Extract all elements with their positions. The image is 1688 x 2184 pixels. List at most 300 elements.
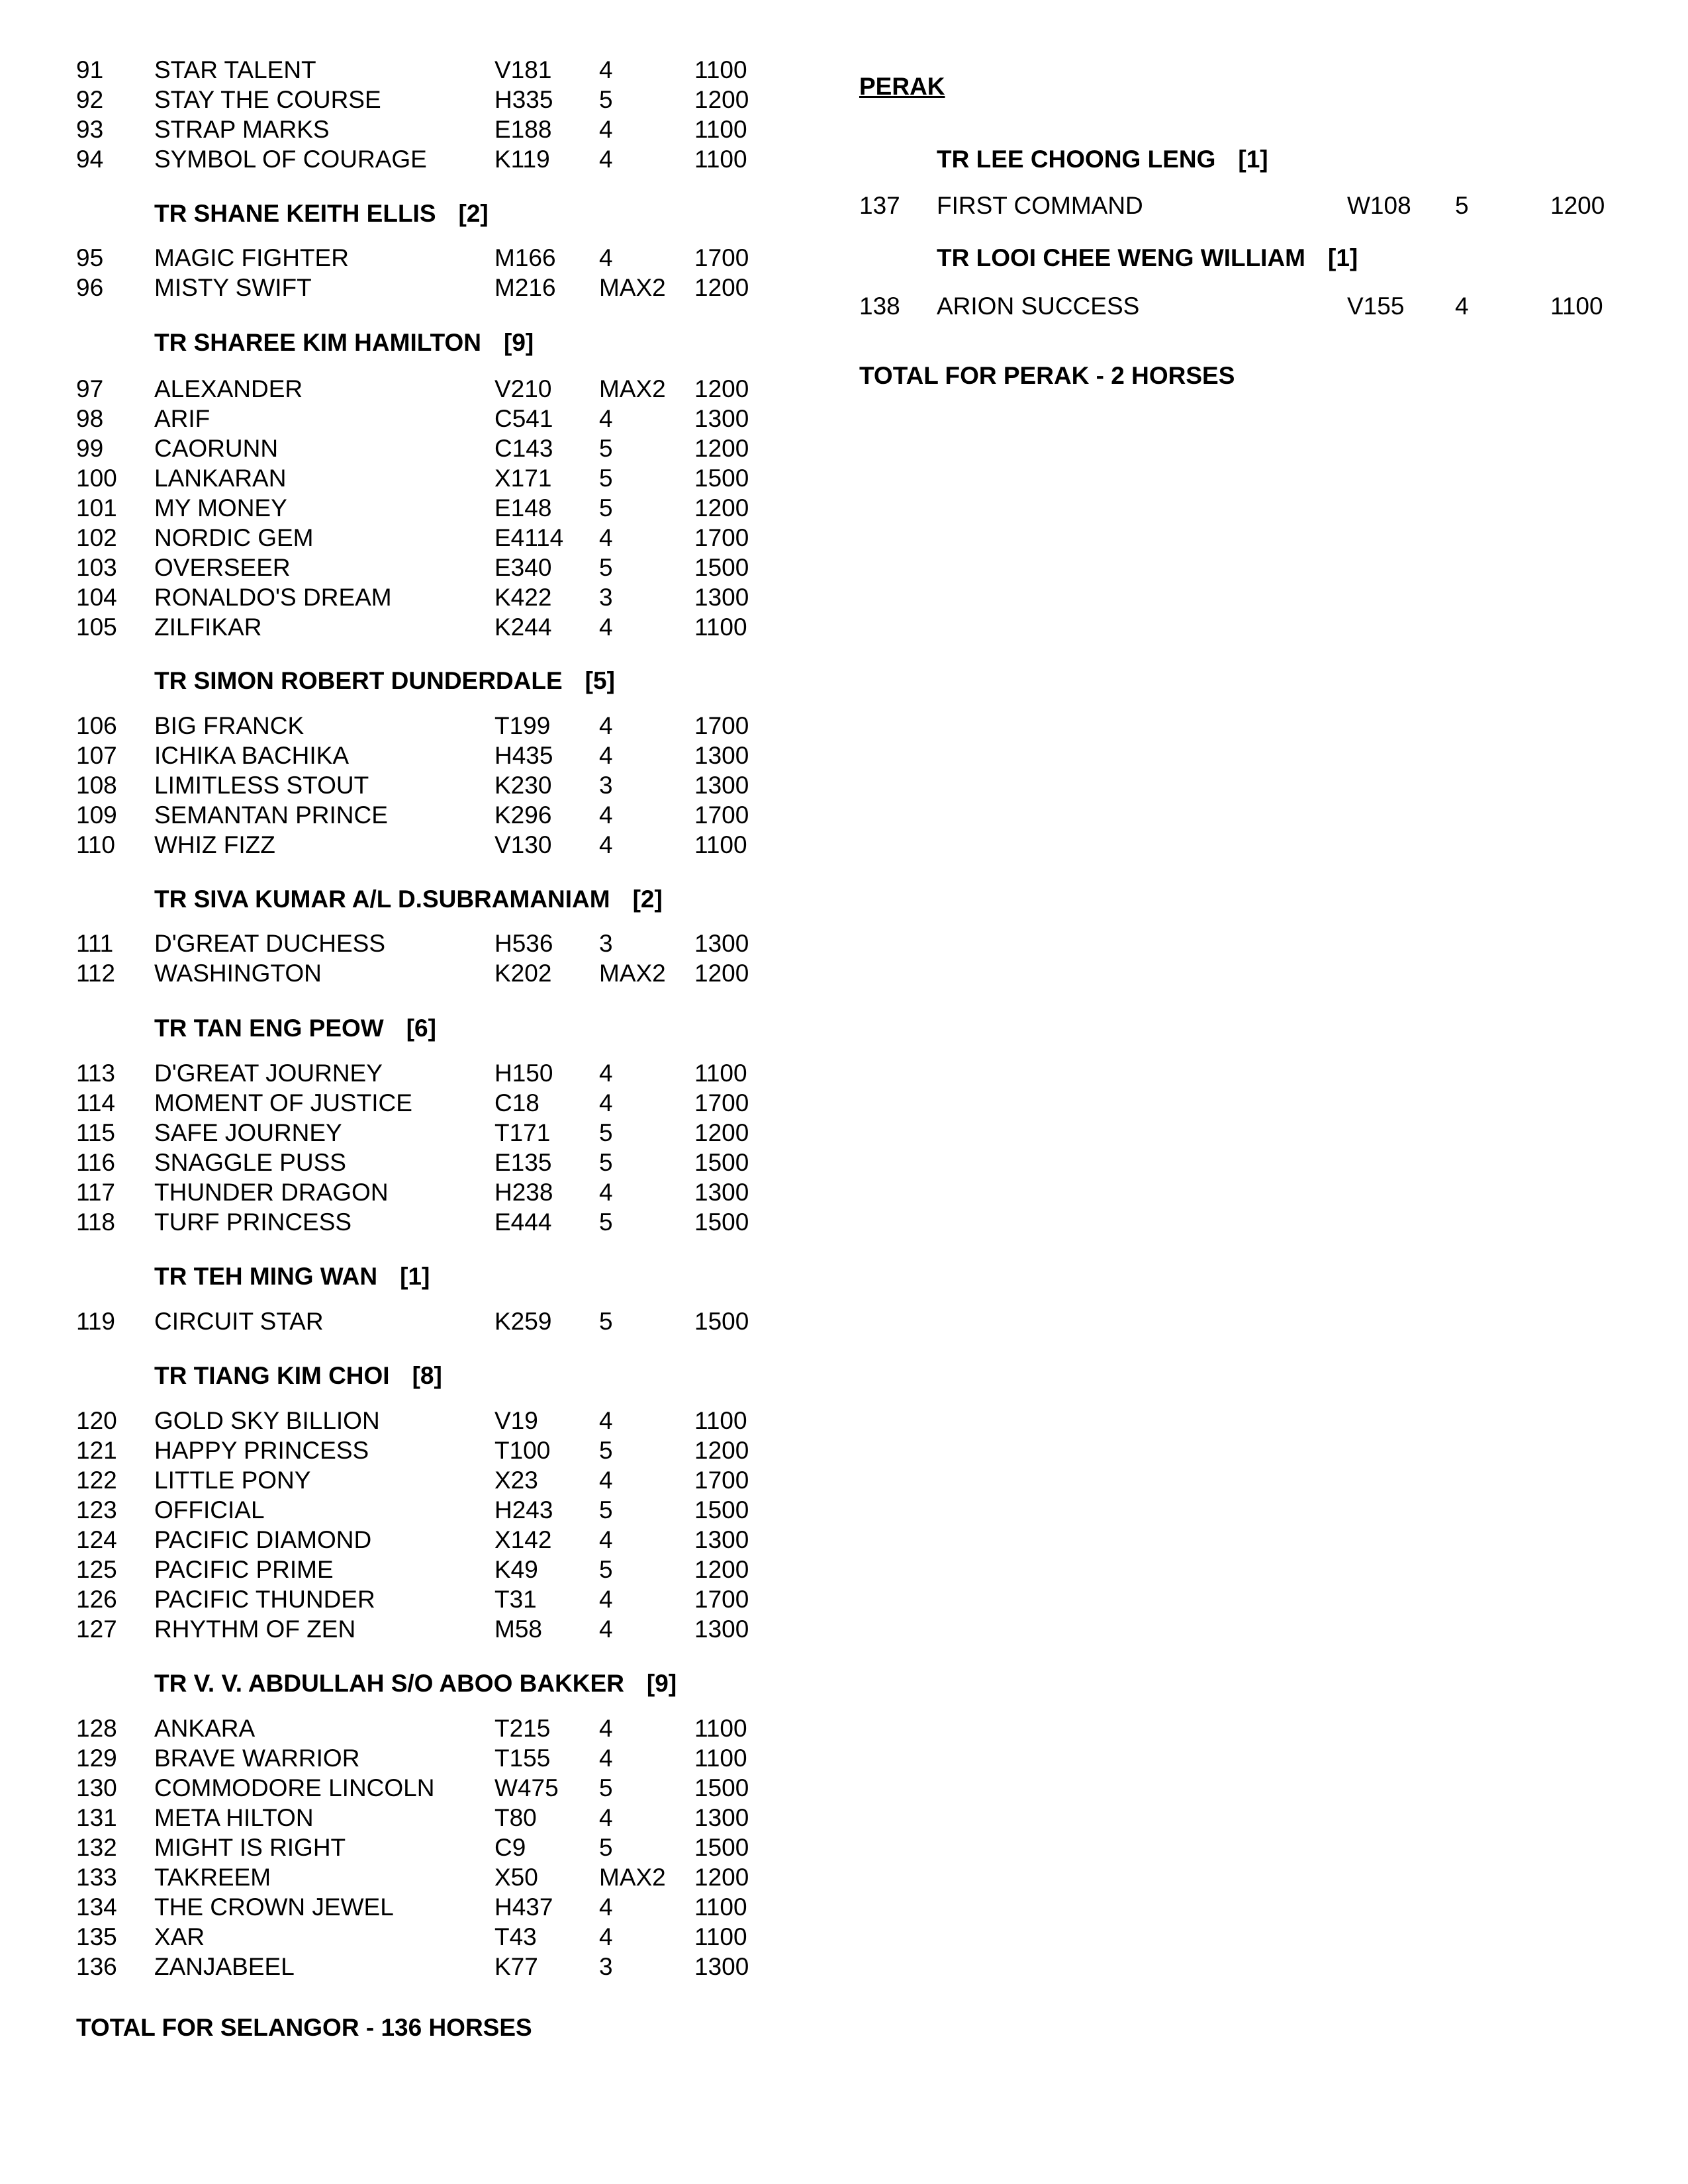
entry-number: 126: [76, 1586, 117, 1613]
horse-code: K230: [494, 772, 552, 799]
horse-rating: 5: [599, 1496, 613, 1524]
horse-distance: 1100: [694, 116, 747, 143]
trainer-name: TR TIANG KIM CHOI: [154, 1362, 390, 1389]
horse-code: C9: [494, 1834, 526, 1861]
horse-name: BRAVE WARRIOR: [154, 1745, 360, 1772]
entry-number: 108: [76, 772, 117, 799]
horse-rating: 3: [599, 584, 613, 611]
horse-name: BIG FRANCK: [154, 712, 305, 739]
entry-number: 119: [76, 1308, 115, 1335]
horse-name: META HILTON: [154, 1804, 314, 1831]
horse-distance: 1700: [694, 801, 749, 829]
horse-rating: MAX2: [599, 274, 666, 301]
horse-distance: 1700: [694, 524, 749, 551]
region-heading: PERAK: [859, 73, 945, 100]
horse-rating: 4: [599, 405, 613, 432]
horse-name: D'GREAT JOURNEY: [154, 1060, 383, 1087]
trainer-count: [6]: [406, 1015, 436, 1042]
horse-distance: 1300: [694, 930, 749, 957]
entry-number: 101: [76, 494, 117, 522]
horse-distance: 1300: [694, 1526, 749, 1553]
horse-code: E4114: [494, 524, 564, 551]
horse-rating: 4: [599, 1586, 613, 1613]
horse-rating: 4: [599, 524, 613, 551]
entry-number: 107: [76, 742, 117, 769]
horse-name: CAORUNN: [154, 435, 279, 462]
horse-distance: 1200: [694, 494, 749, 522]
horse-distance: 1100: [1550, 293, 1603, 320]
horse-name: THE CROWN JEWEL: [154, 1893, 394, 1921]
table-row: [0, 613, 821, 642]
selangor-column: [0, 0, 821, 2184]
horse-code: T199: [494, 712, 551, 739]
trainer-count: [9]: [646, 1670, 677, 1697]
entry-number: 127: [76, 1615, 117, 1643]
horse-name: D'GREAT DUCHESS: [154, 930, 386, 957]
horse-distance: 1500: [694, 1496, 749, 1524]
entry-number: 122: [76, 1467, 117, 1494]
table-row: [0, 1615, 821, 1644]
table-row: [0, 1148, 821, 1177]
trainer-heading: [154, 885, 663, 914]
horse-distance: 1300: [694, 1179, 749, 1206]
horse-distance: 1500: [694, 554, 749, 581]
horse-name: PACIFIC PRIME: [154, 1556, 334, 1583]
horse-code: H536: [494, 930, 553, 957]
entry-number: 98: [76, 405, 104, 432]
entry-number: 109: [76, 801, 117, 829]
horse-name: ZANJABEEL: [154, 1953, 295, 1980]
horse-distance: 1200: [694, 1119, 749, 1146]
horse-code: H335: [494, 86, 553, 113]
horse-distance: 1100: [694, 1923, 747, 1950]
horse-distance: 1200: [694, 1437, 749, 1464]
horse-name: MIGHT IS RIGHT: [154, 1834, 346, 1861]
horse-code: C143: [494, 435, 553, 462]
table-row: [0, 434, 821, 463]
table-row: [0, 56, 821, 85]
horse-name: MAGIC FIGHTER: [154, 244, 349, 271]
horse-code: V210: [494, 375, 552, 402]
table-row: [0, 1089, 821, 1118]
horse-distance: 1200: [694, 375, 749, 402]
selangor-total: TOTAL FOR SELANGOR - 136 HORSES: [76, 2014, 532, 2041]
horse-name: OVERSEER: [154, 554, 291, 581]
horse-rating: 4: [599, 56, 613, 83]
horse-code: K49: [494, 1556, 538, 1583]
horse-rating: 4: [599, 146, 613, 173]
entry-number: 94: [76, 146, 104, 173]
horse-rating: 4: [599, 1715, 613, 1742]
horse-name: WASHINGTON: [154, 960, 322, 987]
entry-number: 105: [76, 614, 117, 641]
table-row: [0, 1923, 821, 1952]
horse-name: MY MONEY: [154, 494, 287, 522]
horse-rating: MAX2: [599, 1864, 666, 1891]
horse-code: W475: [494, 1774, 559, 1801]
horse-code: T31: [494, 1586, 537, 1613]
entry-number: 114: [76, 1089, 115, 1116]
horse-name: ANKARA: [154, 1715, 256, 1742]
trainer-name: TR LOOI CHEE WENG WILLIAM: [937, 244, 1306, 271]
entry-number: 128: [76, 1715, 117, 1742]
horse-code: E340: [494, 554, 552, 581]
table-row: [0, 1555, 821, 1584]
table-row: [0, 494, 821, 523]
trainer-name: TR TEH MING WAN: [154, 1263, 378, 1290]
table-row: [0, 801, 821, 830]
horse-name: OFFICIAL: [154, 1496, 265, 1524]
entry-number: 129: [76, 1745, 117, 1772]
horse-name: PACIFIC THUNDER: [154, 1586, 375, 1613]
table-row: [0, 959, 821, 988]
horse-distance: 1100: [694, 1745, 747, 1772]
table-row: [0, 929, 821, 958]
horse-code: M216: [494, 274, 556, 301]
table-row: [0, 1714, 821, 1743]
horse-rating: 4: [599, 1615, 613, 1643]
entry-number: 104: [76, 584, 117, 611]
horse-code: H435: [494, 742, 553, 769]
table-row: [0, 1496, 821, 1525]
table-row: [0, 375, 821, 404]
horse-rating: 4: [599, 831, 613, 858]
horse-rating: 4: [599, 801, 613, 829]
entry-number: 125: [76, 1556, 117, 1583]
horse-rating: 4: [599, 1804, 613, 1831]
horse-name: TAKREEM: [154, 1864, 271, 1891]
horse-distance: 1100: [694, 831, 747, 858]
horse-rating: 3: [599, 772, 613, 799]
entry-number: 130: [76, 1774, 117, 1801]
horse-rating: 5: [599, 1119, 613, 1146]
horse-rating: 3: [599, 930, 613, 957]
horse-code: C18: [494, 1089, 539, 1116]
horse-rating: 5: [599, 86, 613, 113]
horse-rating: 4: [599, 1060, 613, 1087]
horse-name: GOLD SKY BILLION: [154, 1407, 380, 1434]
horse-distance: 1700: [694, 1089, 749, 1116]
trainer-heading: [154, 328, 534, 357]
horse-name: SYMBOL OF COURAGE: [154, 146, 427, 173]
entry-number: 133: [76, 1864, 117, 1891]
entry-number: 112: [76, 960, 115, 987]
horse-code: V155: [1347, 293, 1405, 320]
horse-name: LIMITLESS STOUT: [154, 772, 369, 799]
horse-distance: 1300: [694, 742, 749, 769]
horse-name: LITTLE PONY: [154, 1467, 311, 1494]
trainer-heading: [937, 244, 1358, 273]
horse-distance: 1100: [694, 56, 747, 83]
horse-code: H243: [494, 1496, 553, 1524]
trainer-name: TR LEE CHOONG LENG: [937, 146, 1216, 173]
horse-rating: MAX2: [599, 960, 666, 987]
entry-number: 106: [76, 712, 117, 739]
horse-rating: 4: [599, 1923, 613, 1950]
horse-distance: 1700: [694, 1467, 749, 1494]
horse-rating: 4: [599, 712, 613, 739]
entry-number: 124: [76, 1526, 117, 1553]
entry-number: 111: [76, 930, 114, 957]
horse-distance: 1100: [694, 146, 747, 173]
horse-distance: 1100: [694, 1407, 747, 1434]
horse-distance: 1300: [694, 1953, 749, 1980]
horse-code: K77: [494, 1953, 538, 1980]
horse-code: X23: [494, 1467, 538, 1494]
horse-code: X171: [494, 465, 552, 492]
horse-name: XAR: [154, 1923, 205, 1950]
entry-number: 134: [76, 1893, 117, 1921]
horse-name: THUNDER DRAGON: [154, 1179, 389, 1206]
horse-distance: 1500: [694, 1308, 749, 1335]
horse-name: STRAP MARKS: [154, 116, 330, 143]
entry-number: 91: [76, 56, 104, 83]
horse-rating: MAX2: [599, 375, 666, 402]
horse-rating: 4: [599, 244, 613, 271]
table-row: [0, 523, 821, 553]
horse-code: T43: [494, 1923, 537, 1950]
horse-code: V19: [494, 1407, 538, 1434]
entry-number: 103: [76, 554, 117, 581]
horse-code: T100: [494, 1437, 551, 1464]
entry-number: 95: [76, 244, 104, 271]
entry-number: 110: [76, 831, 115, 858]
entry-number: 137: [859, 192, 900, 219]
horse-code: K296: [494, 801, 552, 829]
horse-code: H238: [494, 1179, 553, 1206]
table-row: [0, 1466, 821, 1495]
horse-code: T215: [494, 1715, 551, 1742]
horse-code: C541: [494, 405, 553, 432]
entry-number: 96: [76, 274, 104, 301]
horse-code: E135: [494, 1149, 552, 1176]
horse-code: T171: [494, 1119, 551, 1146]
horse-distance: 1200: [694, 86, 749, 113]
horse-code: W108: [1347, 192, 1411, 219]
trainer-count: [1]: [1328, 244, 1358, 271]
trainer-name: TR V. V. ABDULLAH S/O ABOO BAKKER: [154, 1670, 624, 1697]
table-row: [0, 1307, 821, 1336]
horse-rating: 5: [599, 1437, 613, 1464]
horse-rating: 4: [599, 1179, 613, 1206]
horse-name: SNAGGLE PUSS: [154, 1149, 346, 1176]
trainer-heading: [937, 145, 1268, 174]
horse-rating: 4: [599, 1467, 613, 1494]
horse-code: K119: [494, 146, 550, 173]
horse-code: E444: [494, 1208, 552, 1236]
horse-code: M58: [494, 1615, 542, 1643]
trainer-count: [1]: [1238, 146, 1268, 173]
horse-code: K259: [494, 1308, 552, 1335]
horse-distance: 1700: [694, 1586, 749, 1613]
trainer-name: TR TAN ENG PEOW: [154, 1015, 384, 1042]
table-row: [0, 1059, 821, 1088]
horse-name: STAR TALENT: [154, 56, 316, 83]
trainer-heading: [154, 1262, 430, 1291]
trainer-count: [9]: [504, 329, 534, 356]
horse-name: TURF PRINCESS: [154, 1208, 352, 1236]
entry-number: 136: [76, 1953, 117, 1980]
horse-distance: 1200: [694, 960, 749, 987]
perak-total: TOTAL FOR PERAK - 2 HORSES: [859, 362, 1235, 389]
trainer-count: [5]: [585, 667, 615, 694]
horse-code: T155: [494, 1745, 551, 1772]
table-row: [0, 1436, 821, 1465]
trainer-heading: [154, 1361, 442, 1390]
trainer-count: [2]: [632, 886, 663, 913]
trainer-count: [1]: [400, 1263, 430, 1290]
entry-number: 100: [76, 465, 117, 492]
entry-number: 92: [76, 86, 104, 113]
entry-number: 115: [76, 1119, 115, 1146]
horse-distance: 1500: [694, 1208, 749, 1236]
table-row: [0, 771, 821, 800]
table-row: [0, 1585, 821, 1614]
horse-distance: 1200: [694, 1556, 749, 1583]
horse-rating: 5: [1455, 192, 1469, 219]
table-row: [0, 244, 821, 273]
horse-name: ALEXANDER: [154, 375, 303, 402]
trainer-name: TR SHAREE KIM HAMILTON: [154, 329, 482, 356]
horse-name: ICHIKA BACHIKA: [154, 742, 350, 769]
horse-code: X50: [494, 1864, 538, 1891]
horse-rating: 5: [599, 554, 613, 581]
table-row: [0, 404, 821, 433]
table-row: [0, 1863, 821, 1892]
entry-number: 113: [76, 1060, 115, 1087]
horse-rating: 5: [599, 1556, 613, 1583]
horse-distance: 1300: [694, 584, 749, 611]
trainer-count: [8]: [412, 1362, 442, 1389]
horse-code: K202: [494, 960, 552, 987]
trainer-count: [2]: [458, 200, 489, 227]
table-row: [834, 191, 1688, 220]
entry-number: 117: [76, 1179, 115, 1206]
horse-code: E188: [494, 116, 552, 143]
table-row: [0, 1406, 821, 1435]
horse-code: E148: [494, 494, 552, 522]
horse-distance: 1300: [694, 1615, 749, 1643]
horse-distance: 1300: [694, 405, 749, 432]
table-row: [0, 1833, 821, 1862]
horse-distance: 1500: [694, 1774, 749, 1801]
horse-rating: 5: [599, 465, 613, 492]
horse-rating: 5: [599, 1308, 613, 1335]
horse-code: X142: [494, 1526, 552, 1553]
horse-rating: 5: [599, 1208, 613, 1236]
horse-name: SEMANTAN PRINCE: [154, 801, 388, 829]
table-row: [0, 1952, 821, 1981]
horse-rating: 4: [599, 1089, 613, 1116]
table-row: [0, 145, 821, 174]
horse-name: WHIZ FIZZ: [154, 831, 275, 858]
trainer-name: TR SIVA KUMAR A/L D.SUBRAMANIAM: [154, 886, 610, 913]
entry-number: 138: [859, 293, 900, 320]
horse-name: ARION SUCCESS: [937, 293, 1140, 320]
horse-distance: 1200: [1550, 192, 1605, 219]
horse-rating: 5: [599, 435, 613, 462]
horse-name: SAFE JOURNEY: [154, 1119, 342, 1146]
horse-rating: 5: [599, 1149, 613, 1176]
horse-name: HAPPY PRINCESS: [154, 1437, 369, 1464]
horse-rating: 4: [599, 1745, 613, 1772]
horse-distance: 1500: [694, 1149, 749, 1176]
horse-distance: 1100: [694, 614, 747, 641]
horse-distance: 1200: [694, 435, 749, 462]
table-row: [0, 115, 821, 144]
horse-distance: 1500: [694, 465, 749, 492]
trainer-heading: [154, 199, 489, 228]
entry-number: 132: [76, 1834, 117, 1861]
entry-number: 121: [76, 1437, 117, 1464]
table-row: [0, 1744, 821, 1773]
entry-number: 131: [76, 1804, 117, 1831]
horse-name: STAY THE COURSE: [154, 86, 381, 113]
entry-number: 123: [76, 1496, 117, 1524]
horse-rating: 4: [599, 116, 613, 143]
perak-column: [834, 0, 1688, 2184]
entry-number: 116: [76, 1149, 115, 1176]
entry-number: 102: [76, 524, 117, 551]
table-row: [0, 1774, 821, 1803]
table-row: [0, 273, 821, 302]
table-row: [0, 553, 821, 582]
horse-distance: 1300: [694, 772, 749, 799]
horse-name: FIRST COMMAND: [937, 192, 1143, 219]
trainer-heading: [154, 1669, 677, 1698]
horse-rating: 4: [599, 1526, 613, 1553]
entry-number: 135: [76, 1923, 117, 1950]
horse-rating: 5: [599, 1774, 613, 1801]
entry-number: 97: [76, 375, 104, 402]
horse-name: NORDIC GEM: [154, 524, 314, 551]
horse-name: COMMODORE LINCOLN: [154, 1774, 435, 1801]
horse-code: T80: [494, 1804, 537, 1831]
horse-name: MISTY SWIFT: [154, 274, 312, 301]
horse-name: ARIF: [154, 405, 211, 432]
horse-distance: 1100: [694, 1715, 747, 1742]
horse-distance: 1200: [694, 1864, 749, 1891]
horse-distance: 1500: [694, 1834, 749, 1861]
horse-code: H150: [494, 1060, 553, 1087]
horse-distance: 1100: [694, 1893, 747, 1921]
horse-distance: 1100: [694, 1060, 747, 1087]
entry-number: 120: [76, 1407, 117, 1434]
horse-rating: 4: [1455, 293, 1469, 320]
table-row: [0, 1118, 821, 1148]
table-row: [0, 711, 821, 741]
horse-name: ZILFIKAR: [154, 614, 262, 641]
horse-name: RHYTHM OF ZEN: [154, 1615, 356, 1643]
trainer-heading: [154, 666, 615, 696]
trainer-name: TR SHANE KEITH ELLIS: [154, 200, 436, 227]
table-row: [0, 1178, 821, 1207]
table-row: [0, 1525, 821, 1555]
table-row: [0, 1208, 821, 1237]
horse-code: M166: [494, 244, 556, 271]
horse-name: LANKARAN: [154, 465, 287, 492]
horse-rating: 3: [599, 1953, 613, 1980]
trainer-name: TR SIMON ROBERT DUNDERDALE: [154, 667, 563, 694]
table-row: [0, 583, 821, 612]
table-row: [0, 1803, 821, 1833]
horse-rating: 4: [599, 614, 613, 641]
horse-name: CIRCUIT STAR: [154, 1308, 324, 1335]
table-row: [0, 464, 821, 493]
entry-number: 99: [76, 435, 104, 462]
horse-code: K422: [494, 584, 552, 611]
horse-code: V130: [494, 831, 552, 858]
